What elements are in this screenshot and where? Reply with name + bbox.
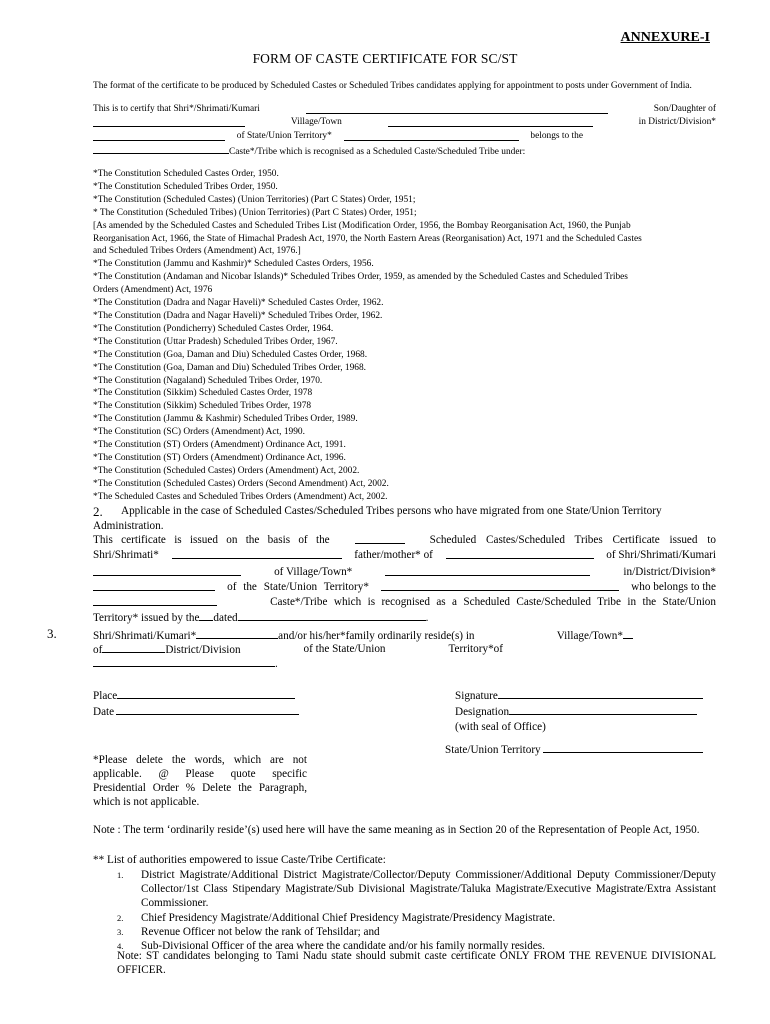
village-name-blank-3[interactable] (102, 642, 165, 653)
order-item: *The Constitution (Scheduled Castes) (Union Territories) (Part C States) Order, 1951; (93, 194, 416, 205)
format-note: The format of the certificate to be produced by Scheduled Castes or Scheduled Tribes candidates applying for appointment to posts under Government of India. (93, 81, 692, 91)
authorities-list (117, 868, 716, 953)
orders-list (93, 168, 716, 504)
village-blank-2[interactable] (385, 565, 590, 576)
place-label: Place (93, 690, 118, 702)
intro-l4-caste: Caste*/Tribe which is recognised as a Scheduled Caste/Scheduled Tribe under: (229, 147, 526, 157)
order-item: *The Constitution (Scheduled Castes) Orders (Second Amendment) Act, 2002. (93, 478, 389, 489)
name-blank[interactable] (306, 103, 608, 114)
state-blank[interactable] (344, 130, 519, 141)
authority-item: 2. Chief Presidency Magistrate/Additional Chief Presidency Magistrate/Presidency Magistrate. (117, 912, 556, 924)
child-name-blank-2[interactable] (446, 548, 594, 559)
state-blank-2[interactable] (381, 580, 619, 591)
intro-line-3 (93, 130, 583, 143)
intro-l2-district: in District/Division* (638, 117, 716, 127)
intro-l1-label: This is to certify that Shri*/Shrimati/Kumari (93, 104, 260, 114)
name-blank-2[interactable] (93, 565, 241, 576)
section-2-heading: 2. Applicable in the case of Scheduled Castes/Scheduled Tribes persons who have migrated from one State/Union Territory Administration. (93, 504, 662, 533)
district-blank[interactable] (93, 130, 225, 141)
order-item: *The Constitution (ST) Orders (Amendment) Ordinance Act, 1996. (93, 452, 346, 463)
intro-l3-belongs: belongs to the (530, 131, 583, 141)
signature-label: Signature (455, 690, 498, 702)
order-item: Orders (Amendment) Act, 1976 (93, 285, 213, 296)
signature-block (455, 688, 703, 735)
order-item: *The Constitution (Dadra and Nagar Haveli)* Scheduled Castes Order, 1962. (93, 298, 384, 309)
order-item: *The Constitution (Dadra and Nagar Haveli)* Scheduled Tribes Order, 1962. (93, 310, 383, 321)
section-3-line-3: . (93, 656, 716, 672)
parent-name-blank[interactable] (93, 116, 245, 127)
section-3-number: 3. (47, 626, 57, 641)
name-blank-3[interactable] (196, 628, 278, 639)
order-item: *The Constitution Scheduled Castes Order, 1950. (93, 169, 279, 179)
order-item: *The Constitution (Andaman and Nicobar Islands)* Scheduled Tribes Order, 1959, as amended by the Scheduled Castes and Scheduled Tribes (93, 272, 628, 283)
authority-item: 4. Sub-Divisional Officer of the area where the candidate and/or his family normally resides. (117, 940, 545, 952)
order-item: *The Constitution (Goa, Daman and Diu) Scheduled Castes Order, 1968. (93, 349, 368, 360)
date-blank[interactable] (116, 704, 299, 715)
caste-blank[interactable] (93, 143, 229, 154)
order-item: *The Constitution (Uttar Pradesh) Scheduled Tribes Order, 1967. (93, 336, 338, 347)
village-blank[interactable] (388, 116, 593, 127)
tamil-nadu-note: Note: ST candidates belonging to Tami Nadu state should submit caste certificate ONLY FROM THE REVENUE DIVISIONAL OFFICER. (117, 950, 716, 976)
intro-l2-village: Village/Town (290, 117, 342, 127)
section-2-line-1: This certificate is issued on the basis of the Scheduled Castes/Scheduled Tribes Certificate issued to (93, 534, 716, 546)
order-item: *The Constitution Scheduled Tribes Order, 1950. (93, 181, 278, 192)
state-ut-label: State/Union Territory (445, 744, 541, 756)
order-item: Reorganisation Act, 1966, the State of Himachal Pradesh Act, 1970, the North Eastern Areas (Reorganisation) Act, 1971 and the Scheduled Castes (93, 233, 642, 244)
seal-note: (with seal of Office) (455, 721, 546, 733)
order-item: [As amended by the Scheduled Castes and Scheduled Tribes List (Modification Order, 1956, the Bombay Reorganisation Act, 1960, the Punjab (93, 220, 631, 231)
section-2-line-5: Caste*/Tribe which is recognised as a Scheduled Caste/Scheduled Tribe in the State/Union (93, 595, 716, 610)
order-item: *The Constitution (Nagaland) Scheduled Tribes Order, 1970. (93, 375, 323, 386)
order-item: *The Constitution (Jammu and Kashmir)* Scheduled Castes Orders, 1956. (93, 259, 374, 270)
annexure-label: ANNEXURE-I (620, 30, 710, 45)
section-2-line-3: of Village/Town* in/District/Division* (93, 565, 716, 580)
caste-blank-2[interactable] (93, 595, 217, 606)
section-2-number: 2. (93, 504, 103, 519)
authority-item: 3. Revenue Officer not below the rank of Tehsildar; and (117, 926, 380, 938)
order-item: *The Scheduled Castes and Scheduled Tribes Orders (Amendment) Act, 2002. (93, 491, 388, 502)
intro-l3-state: of State/Union Territory* (236, 131, 332, 141)
order-item: * The Constitution (Scheduled Tribes) (Union Territories) (Part C States) Order, 1951; (93, 207, 417, 218)
basis-blank[interactable] (355, 533, 405, 544)
order-item: *The Constitution (Pondicherry) Scheduled Castes Order, 1964. (93, 323, 334, 334)
place-date-block (93, 688, 299, 720)
order-item: *The Constitution (Sikkim) Scheduled Tribes Order, 1978 (93, 401, 312, 412)
order-item: *The Constitution (Jammu & Kashmir) Scheduled Tribes Order, 1989. (93, 414, 358, 425)
order-item: *The Constitution (ST) Orders (Amendment) Ordinance Act, 1991. (93, 440, 346, 451)
state-blank-3[interactable] (93, 656, 275, 667)
date-blank-2[interactable] (238, 610, 426, 621)
designation-label: Designation (455, 706, 510, 718)
village-blank-3[interactable] (623, 628, 633, 639)
section-3-line-2: of District/Division of the State/Union Territory*of (93, 643, 503, 656)
section-2-line-4: of the State/Union Territory* who belongs to the (93, 580, 716, 595)
state-ut-line (445, 742, 703, 758)
ordinarily-reside-note: Note : The term ‘ordinarily reside’(s) used here will have the same meaning as in Section 20 of the Representation of People Act, 1950. (93, 824, 700, 836)
section-2-line-2: Shri/Shrimati* father/mother* of of Shri/Shrimati/Kumari (93, 549, 716, 561)
intro-line-2 (93, 116, 716, 129)
authority-item: 1. District Magistrate/Additional District Magistrate/Collector/Deputy Commissioner/Additional Deputy Commissioner/Deputy Collector/1st Class Stipendary Magistrate/Sub Divisional Magistrate/Taluka Magistrate/Executive Magistrate/Extra Assistant Commissioner. (117, 869, 716, 909)
issuer-blank[interactable] (199, 610, 213, 621)
intro-line-4 (93, 143, 716, 159)
order-item: *The Constitution (Goa, Daman and Diu) Scheduled Tribes Order, 1968. (93, 362, 367, 373)
place-blank[interactable] (117, 688, 295, 699)
parent-name-blank-2[interactable] (172, 548, 342, 559)
delete-words-note: *Please delete the words, which are not applicable. @ Please quote specific Presidential Order % Delete the Paragraph, which is not applicable. (93, 754, 307, 808)
order-item: *The Constitution (Scheduled Castes) Orders (Amendment) Act, 2002. (93, 465, 360, 476)
order-item: *The Constitution (SC) Orders (Amendment) Act, 1990. (93, 427, 305, 438)
order-item: *The Constitution (Sikkim) Scheduled Castes Order, 1978 (93, 388, 313, 399)
authorities-heading: ** List of authorities empowered to issue Caste/Tribe Certificate: (93, 854, 386, 866)
intro-l1-son-daughter: Son/Daughter of (653, 104, 716, 114)
section-2-line-6: Territory* issued by the dated . (93, 612, 429, 624)
section-3-line-1: Shri/Shrimati/Kumari* and/or his/her*family ordinarily reside(s) in Village/Town* (93, 628, 633, 644)
intro-line-1 (93, 103, 716, 116)
date-label: Date (93, 706, 115, 718)
order-item: and Scheduled Tribes Orders (Amendment) Act, 1976.] (93, 246, 301, 257)
state-ut-blank[interactable] (543, 742, 703, 753)
district-blank-2[interactable] (93, 580, 215, 591)
signature-blank[interactable] (498, 688, 703, 699)
designation-blank[interactable] (509, 704, 697, 715)
form-title: FORM OF CASTE CERTIFICATE FOR SC/ST (252, 51, 518, 66)
